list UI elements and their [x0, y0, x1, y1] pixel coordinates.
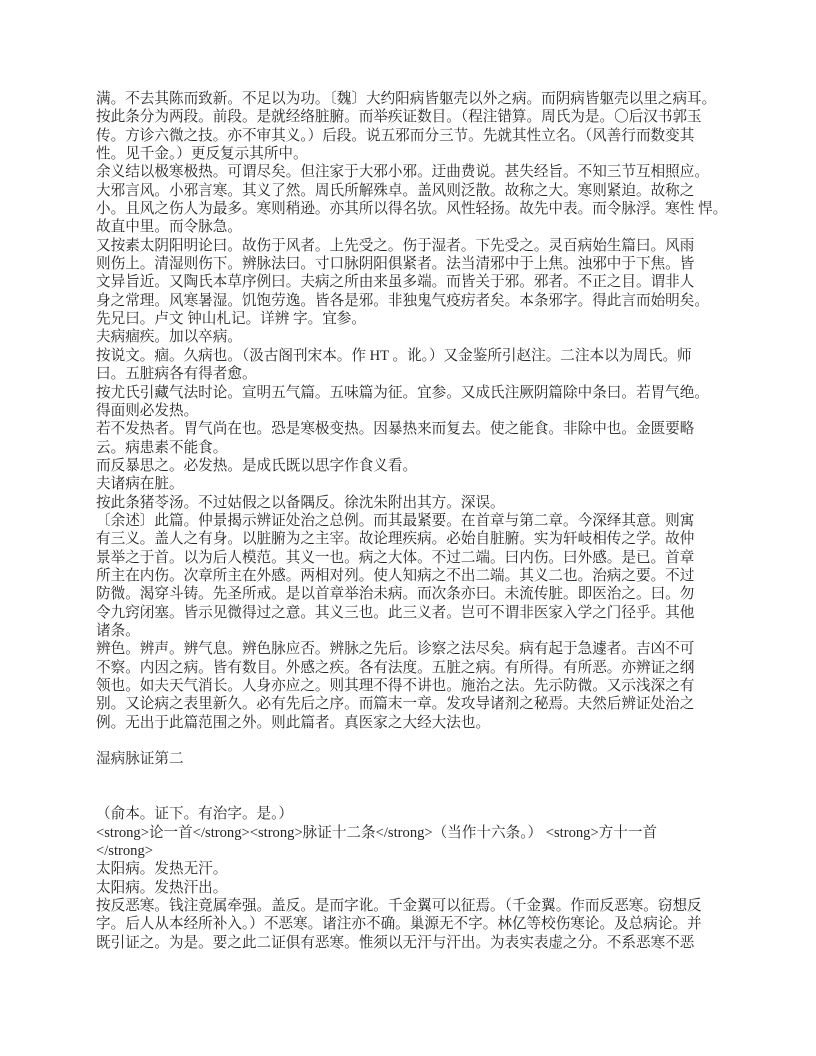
chapter-heading: 湿病脉证第二: [96, 751, 184, 768]
blank-line: [96, 732, 736, 750]
text-line: 传。方诊六微之技。亦不审其义。）后段。说五邪而分三节。先就其性立名。（风善行而数变其: [96, 127, 695, 144]
text-line: 太阳病。发热汗出。: [96, 879, 228, 896]
text-line: 云。病患素不能食。: [96, 439, 228, 456]
text-line: 所主在内伤。次章所主在外感。两相对列。使人知病之不出二端。其义二也。治病之要。不过: [96, 567, 695, 584]
text-line: 小。且风之伤人为最多。寒则稍逊。亦其所以得名欤。风性轻扬。故先中表。而令脉浮。寒性 悍。: [96, 201, 728, 218]
text-line: 得面则必发热。: [96, 402, 199, 419]
document-content: [96, 90, 736, 952]
text-line: （俞本。证下。有治字。是。）: [96, 806, 294, 823]
text-line: 既引证之。为是。要之此二证俱有恶寒。惟须以无汗与汗出。为表实表虚之分。不系恶寒不恶: [96, 934, 695, 951]
text-line: 不察。内因之病。皆有数目。外感之疾。各有法度。五脏之病。有所得。有所恶。亦辨证之纲: [96, 659, 695, 676]
blank-line: [96, 787, 736, 805]
text-line: 景举之于首。以为后人模范。其义一也。病之大体。不过二端。曰内伤。曰外感。是已。首章: [96, 549, 695, 566]
blank-line: [96, 769, 736, 787]
text-line: 夫病痼疾。加以卒病。: [96, 329, 242, 346]
text-line: 按尤氏引藏气法时论。宣明五气篇。五味篇为征。宜参。又成氏注厥阴篇除中条曰。若胃气绝。: [96, 384, 709, 401]
text-line: 故直中里。而令脉急。: [96, 219, 242, 236]
text-line: 太阳病。发热无汗。: [96, 861, 228, 878]
text-line: </strong>: [96, 843, 153, 860]
text-line: <strong>论一首</strong><strong>脉证十二条</strong>（当作十六条。） <strong>方十一首: [96, 824, 658, 841]
text-line: 诸条。: [96, 622, 140, 639]
text-line: 性。见千金。）更反复示其所中。: [96, 146, 308, 163]
text-line: 又按素太阴阳明论曰。故伤于风者。上先受之。伤于湿者。下先受之。灵百病始生篇曰。风雨: [96, 237, 695, 254]
text-line: 按此条分为两段。前段。是就经络脏腑。而举疾证数目。（程注错算。周氏为是。〇后汉书郭玉: [96, 109, 702, 126]
text-line: 若不发热者。胃气尚在也。恐是寒极变热。因暴热来而复去。使之能食。非除中也。金匮要略: [96, 421, 695, 438]
text-line: 按反恶寒。钱注竟属牵强。盖反。是而字讹。千金翼可以征焉。（千金翼。作而反恶寒。窃想反: [96, 898, 702, 915]
text-line: 令九窍闭塞。皆示见微得过之意。其义三也。此三义者。岂可不谓非医家入学之门径乎。其他: [96, 604, 695, 621]
text-line: 例。无出于此篇范围之外。则此篇者。真医家之大经大法也。: [96, 714, 491, 731]
text-line: 字。后人从本经所补入。）不恶寒。诸注亦不确。巢源无不字。林亿等校伤寒论。及总病论。并: [96, 916, 702, 933]
text-line: 而反暴思之。必发热。是成氏既以思字作食义看。: [96, 457, 418, 474]
text-line: 则伤上。清湿则伤下。辨脉法曰。寸口脉阴阳俱紧者。法当清邪中于上焦。浊邪中于下焦。皆: [96, 256, 695, 273]
text-line: 曰。五脏病各有得者愈。: [96, 366, 257, 383]
text-line: 先兄曰。卢文 钟山札记。详辨 字。宜参。: [96, 311, 366, 328]
text-line: 辨色。辨声。辨气息。辨色脉应否。辨脉之先后。诊察之法尽矣。病有起于急遽者。吉凶不可: [96, 641, 695, 658]
text-line: 满。不去其陈而致新。不足以为功。〔魏〕大约阳病皆躯壳以外之病。而阴病皆躯壳以里之病耳。: [96, 91, 717, 107]
text-line: 〔余述〕此篇。仲景揭示辨证处治之总例。而其最紧要。在首章与第二章。今深绎其意。则寓: [96, 512, 695, 529]
text-line: 文异旨近。又陶氏本草序例曰。夫病之所由来虽多端。而皆关于邪。邪者。不正之目。谓非人: [96, 274, 695, 291]
text-line: 按说文。痼。久病也。（汲古阁刊宋本。作 HT 。讹。）又金鉴所引赵注。二注本以为周氏。师: [96, 347, 692, 364]
text-line: 大邪言风。小邪言寒。其义了然。周氏所解殊卓。盖风则泛散。故称之大。寒则紧迫。故称之: [96, 182, 695, 199]
text-line: 按此条猪苓汤。不过姑假之以备隅反。徐沈朱附出其方。深误。: [96, 494, 505, 511]
text-line: 有三义。盖人之有身。以脏腑为之主宰。故论理疾病。必始自脏腑。实为轩岐相传之学。故仲: [96, 531, 695, 548]
text-line: 余义结以极寒极热。可谓尽矣。但注家于大邪小邪。迂曲费说。甚失经旨。不知三节互相照应。: [96, 164, 709, 181]
text-line: 夫诸病在脏。: [96, 476, 184, 493]
text-line: 领也。如夫天气消长。人身亦应之。则其理不得不讲也。施治之法。先示防微。又示浅深之有: [96, 678, 695, 694]
text-line: 防微。渴穿斗铸。先圣所戒。是以首章举治未病。而次条亦曰。未流传脏。即医治之。曰。勿: [96, 586, 695, 603]
text-line: 身之常理。风寒暑湿。饥饱劳逸。皆各是邪。非独鬼气疫疠者矣。本条邪字。得此言而始明矣。: [96, 292, 709, 309]
text-line: 别。又论病之表里新久。必有先后之序。而篇末一章。发攻导诸剂之秘焉。夫然后辨证处治之: [96, 696, 695, 713]
